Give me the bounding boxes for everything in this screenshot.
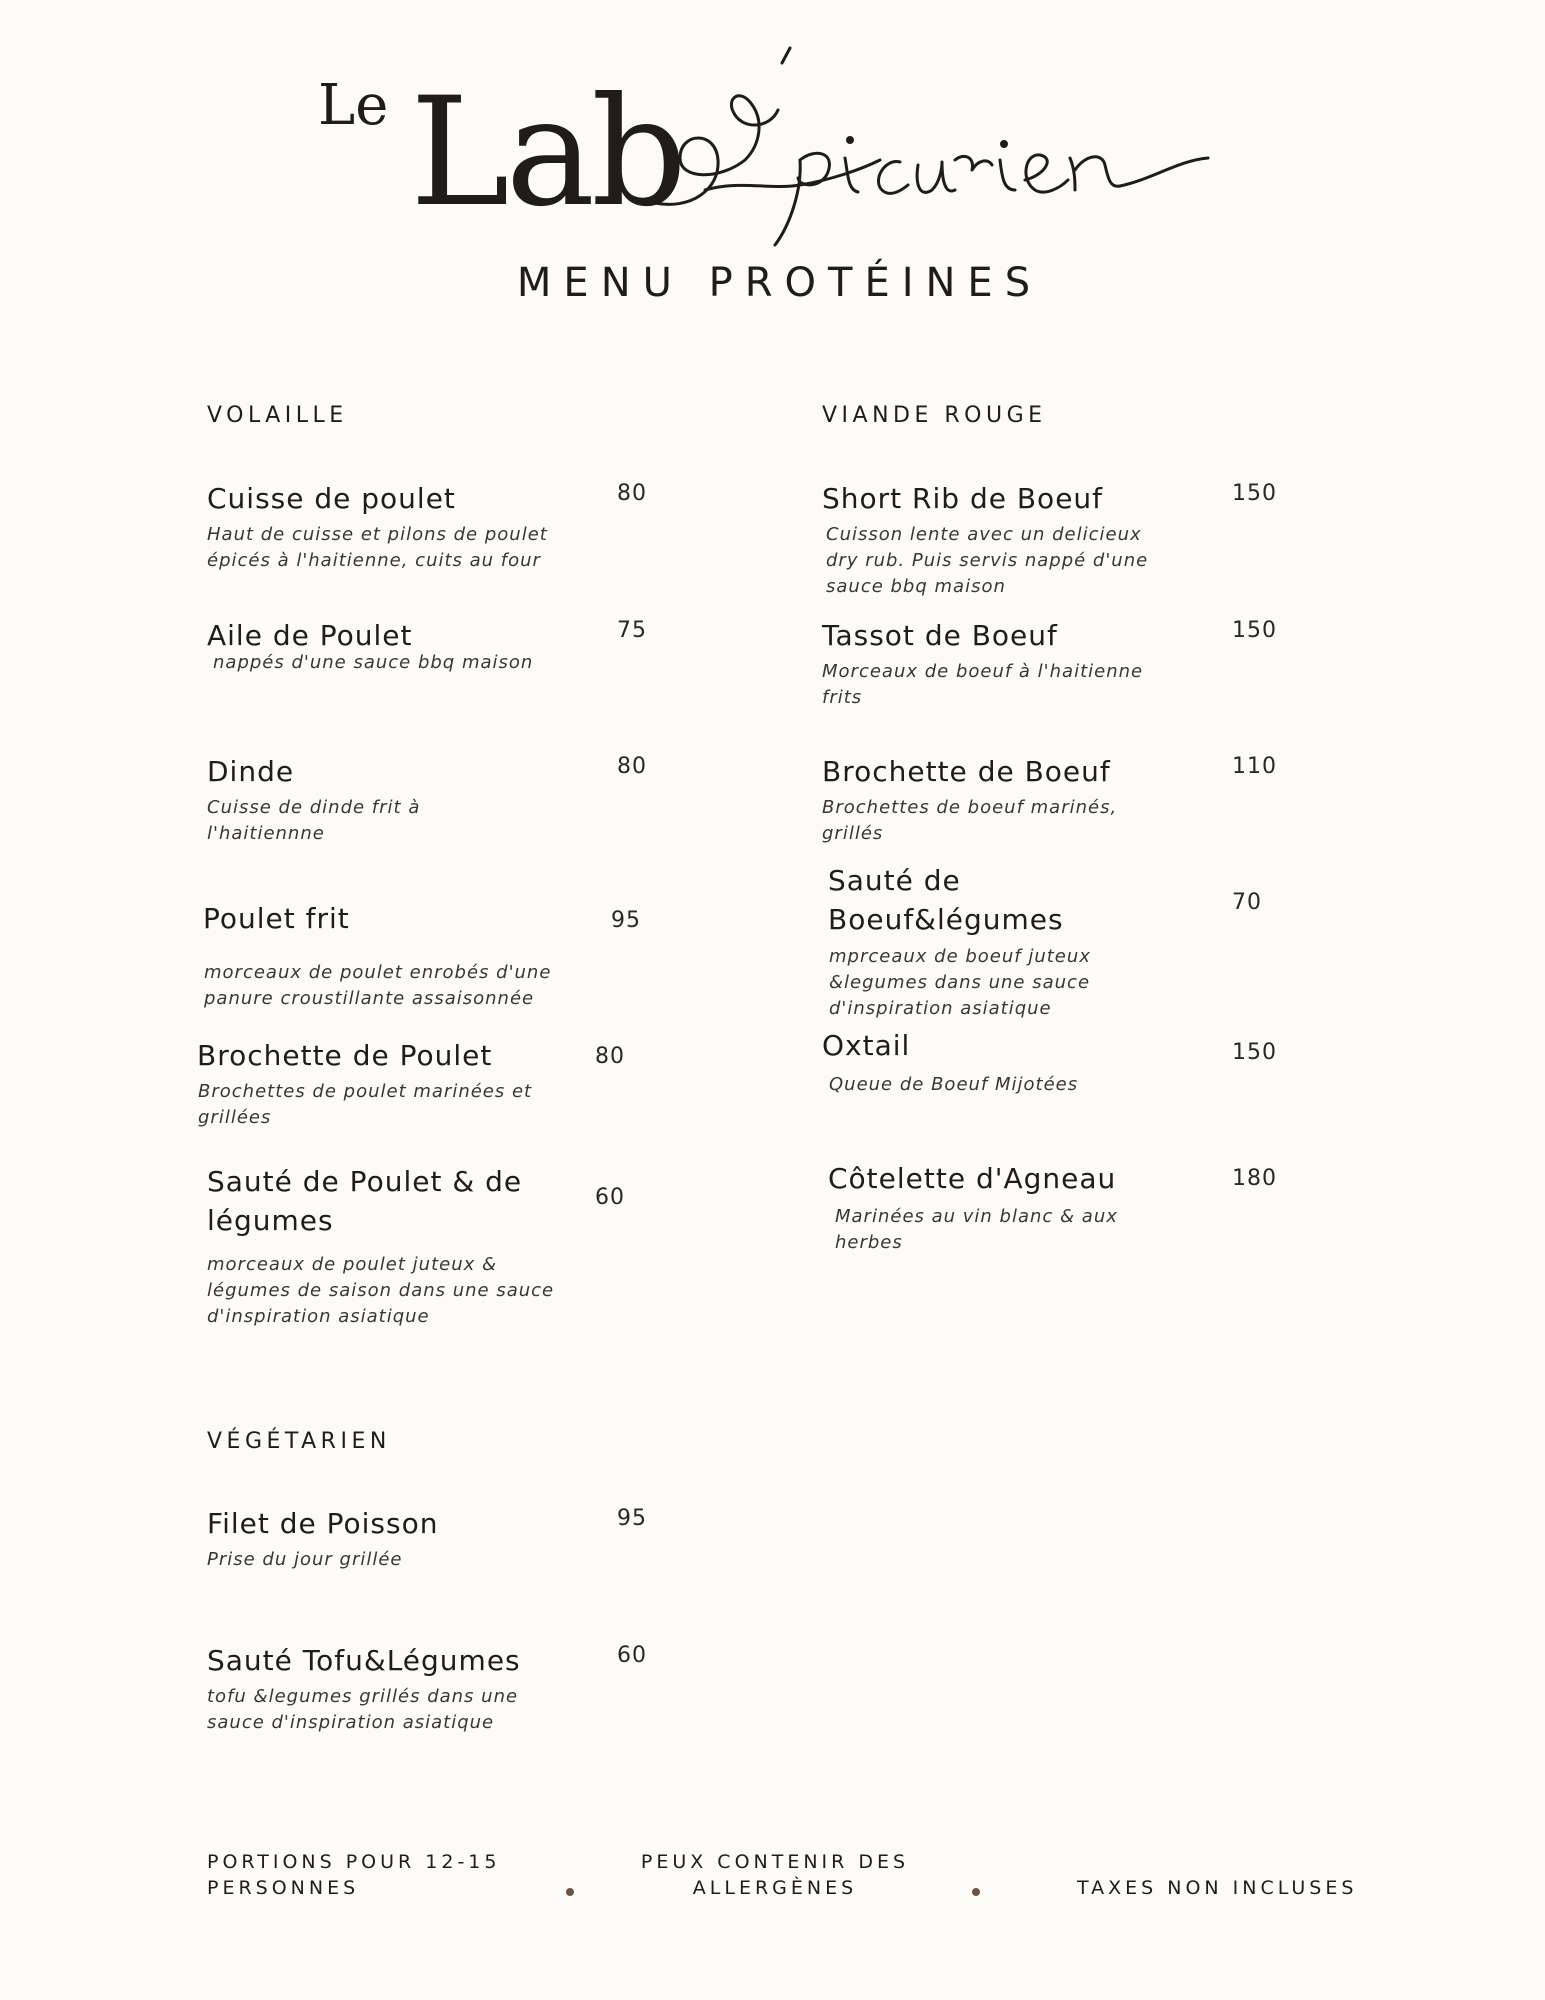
item-name-saute-de-poulet: Sauté de Poulet & de légumes	[207, 1165, 523, 1237]
brand-script-logo	[650, 40, 1225, 255]
item-name-poulet-frit: Poulet frit	[203, 902, 350, 935]
item-desc: mprceaux de boeuf juteux &legumes dans une sauce d'inspiration asiatique	[829, 946, 1091, 1019]
item-price: 60	[617, 1643, 647, 1668]
item-name-dinde: Dinde	[207, 755, 295, 788]
item-price: 80	[595, 1044, 625, 1069]
item-name-short-rib: Short Rib de Boeuf	[822, 482, 1104, 515]
item-desc: Brochettes de boeuf marinés, grillés	[822, 797, 1118, 844]
item-name-filet-de-poisson: Filet de Poisson	[207, 1507, 439, 1540]
item-price: 75	[617, 618, 647, 643]
item-desc: nappés d'une sauce bbq maison	[213, 652, 534, 673]
brand-lab: Lab	[410, 66, 684, 240]
item-desc: Queue de Boeuf Mijotées	[829, 1074, 1079, 1095]
item-price: 60	[595, 1185, 625, 1210]
footer-taxes: TAXES NON INCLUSES	[1077, 1877, 1358, 1899]
item-price: 80	[617, 754, 647, 779]
item-name-brochette-de-poulet: Brochette de Poulet	[197, 1039, 493, 1072]
item-name-brochette-de-boeuf: Brochette de Boeuf	[822, 755, 1111, 788]
item-price: 80	[617, 481, 647, 506]
separator-dot	[972, 1888, 980, 1896]
item-price: 95	[611, 908, 641, 933]
item-name-oxtail: Oxtail	[822, 1029, 911, 1062]
item-name-aile-de-poulet: Aile de Poulet	[207, 619, 413, 652]
item-price: 150	[1232, 618, 1277, 643]
section-title-volaille: VOLAILLE	[207, 403, 348, 428]
item-desc: Marinées au vin blanc & aux herbes	[835, 1206, 1118, 1253]
item-desc: Haut de cuisse et pilons de poulet épicés à l'haitienne, cuits au four	[207, 524, 548, 571]
item-desc: Prise du jour grillée	[207, 1549, 403, 1570]
separator-dot	[566, 1888, 574, 1896]
section-title-viande-rouge: VIANDE ROUGE	[822, 403, 1047, 428]
footer-allergens: PEUX CONTENIR DES ALLERGÈNES	[640, 1851, 910, 1899]
item-desc: morceaux de poulet juteux & légumes de saison dans une sauce d'inspiration asiatique	[207, 1254, 555, 1327]
item-desc: Morceaux de boeuf à l'haitienne frits	[822, 661, 1144, 708]
menu-title: MENU PROTÉINES	[516, 260, 1043, 306]
item-name-saute-tofu: Sauté Tofu&Légumes	[207, 1644, 521, 1677]
item-desc: tofu &legumes grillés dans une sauce d'inspiration asiatique	[207, 1686, 519, 1733]
item-name-cotelette-dagneau: Côtelette d'Agneau	[828, 1162, 1117, 1195]
item-desc: Cuisson lente avec un delicieux dry rub. Puis servis nappé d'une sauce bbq maison	[826, 524, 1149, 597]
item-price: 95	[617, 1506, 647, 1531]
footer-portions: PORTIONS POUR 12-15 PERSONNES	[207, 1851, 501, 1899]
item-price: 110	[1232, 754, 1277, 779]
item-desc: morceaux de poulet enrobés d'une panure croustillante assaisonnée	[204, 962, 552, 1009]
brand-le: Le	[318, 73, 389, 138]
item-name-saute-de-boeuf: Sauté de Boeuf&légumes	[828, 864, 1064, 936]
item-price: 150	[1232, 1040, 1277, 1065]
item-desc: Brochettes de poulet marinées et grillées	[198, 1081, 533, 1128]
item-price: 70	[1232, 890, 1262, 915]
item-name-cuisse-de-poulet: Cuisse de poulet	[207, 482, 456, 515]
item-price: 150	[1232, 481, 1277, 506]
section-title-vegetarien: VÉGÉTARIEN	[207, 1429, 391, 1454]
item-name-tassot-de-boeuf: Tassot de Boeuf	[822, 619, 1058, 652]
item-price: 180	[1232, 1166, 1277, 1191]
item-desc: Cuisse de dinde frit à l'haitiennne	[207, 797, 421, 844]
